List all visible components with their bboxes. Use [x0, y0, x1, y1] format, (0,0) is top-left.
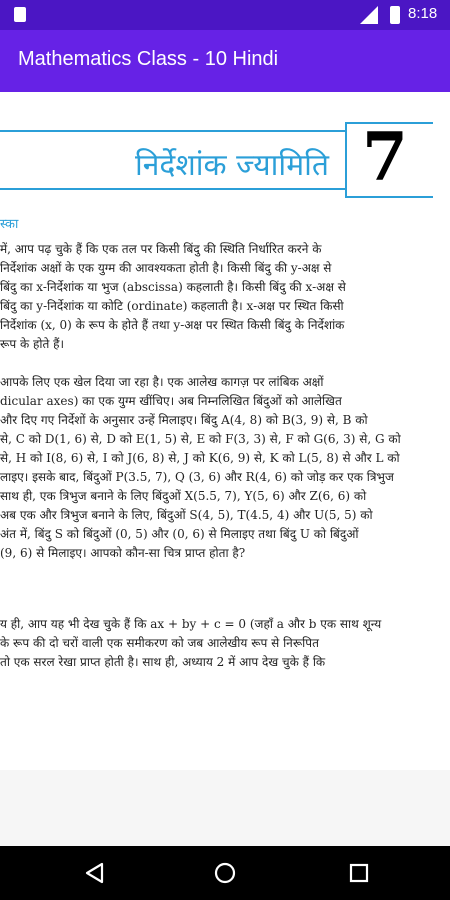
paragraph-line: (9, 6) से मिलाइए। आपको कौन-सा चित्र प्राप्त होता है? [0, 546, 246, 560]
paragraph-line: तो एक सरल रेखा प्राप्त होती है। साथ ही, अध्याय 2 में आप देख चुके हैं कि [0, 655, 326, 669]
chapter-number: 7 [362, 118, 408, 196]
paragraph-line: बिंदु का y-निर्देशांक या कोटि (ordinate) कहलाती है। x-अक्ष पर स्थित किसी [0, 299, 344, 313]
paragraph-line: आपके लिए एक खेल दिया जा रहा है। एक आलेख कागज़ पर लांबिक अक्षों [0, 375, 324, 389]
recents-icon [346, 860, 372, 886]
book-page[interactable] [0, 92, 450, 770]
paragraph-line: निर्देशांक (x, 0) के रूप के होते हैं तथा y-अक्ष पर स्थित किसी बिंदु के निर्देशांक [0, 318, 345, 332]
paragraph-line: dicular axes) का एक युग्म खींचिए। अब निम्नलिखित बिंदुओं को आलेखित [0, 394, 342, 408]
paragraph-2 [0, 373, 442, 563]
system-nav-bar [0, 846, 450, 900]
paragraph-line: निर्देशांक अक्षों के एक युग्म की आवश्यकता होती है। किसी बिंदु की y-अक्ष से [0, 261, 332, 275]
chapter-title: निर्देशांक ज्यामिति [135, 148, 330, 183]
battery-icon [390, 6, 400, 24]
section-heading: स्का [0, 217, 19, 232]
status-time: 8:18 [408, 5, 438, 22]
paragraph-line: से, H को I(8, 6) से, I को J(6, 8) से, J को K(6, 9) से, K को L(5, 8) से और L को [0, 451, 400, 465]
back-button[interactable] [82, 860, 108, 886]
paragraph-line: बिंदु का x-निर्देशांक या भुज (abscissa) कहलाती है। किसी बिंदु की x-अक्ष से [0, 280, 346, 294]
recents-button[interactable] [346, 860, 372, 886]
sd-card-icon [14, 7, 26, 22]
paragraph-3 [0, 615, 442, 672]
paragraph-line: रूप के होते हैं। [0, 337, 65, 351]
paragraph-line: य ही, आप यह भी देख चुके हैं कि ax + by + c = 0 (जहाँ a और b एक साथ शून्य [0, 617, 382, 631]
paragraph-line: अंत में, बिंदु S को बिंदुओं (0, 5) और (0, 6) से मिलाइए तथा बिंदु U को बिंदुओं [0, 527, 359, 541]
home-icon [212, 860, 238, 886]
paragraph-line: और दिए गए निर्देशों के अनुसार उन्हें मिलाइए। बिंदु A(4, 8) को B(3, 9) से, B को [0, 413, 368, 427]
app-title: Mathematics Class - 10 Hindi [18, 48, 279, 70]
status-bar [0, 0, 450, 30]
home-button[interactable] [212, 860, 238, 886]
paragraph-line: में, आप पढ़ चुके हैं कि एक तल पर किसी बिंदु की स्थिति निर्धारित करने के [0, 242, 322, 256]
back-icon [82, 860, 108, 886]
paragraph-line: अब एक और त्रिभुज बनाने के लिए, बिंदुओं S(4, 5), T(4.5, 4) और U(5, 5) को [0, 508, 373, 522]
chapter-rule-bottom [0, 188, 345, 190]
paragraph-line: से, C को D(1, 6) से, D को E(1, 5) से, E को F(3, 3) से, F को G(6, 3) से, G को [0, 432, 401, 446]
chapter-header [0, 110, 450, 196]
paragraph-line: साथ ही, एक त्रिभुज बनाने के लिए बिंदुओं X(5.5, 7), Y(5, 6) और Z(6, 6) को [0, 489, 367, 503]
paragraph-line: के रूप की दो चरों वाली एक समीकरण को जब आलेखीय रूप से निरूपित [0, 636, 319, 650]
app-bar [0, 30, 450, 92]
page-bottom-margin [0, 770, 450, 846]
paragraph-1 [0, 240, 442, 354]
signal-icon [360, 6, 378, 24]
paragraph-line: लाइए। इसके बाद, बिंदुओं P(3.5, 7), Q (3, 6) और R(4, 6) को जोड़ कर एक त्रिभुज [0, 470, 394, 484]
